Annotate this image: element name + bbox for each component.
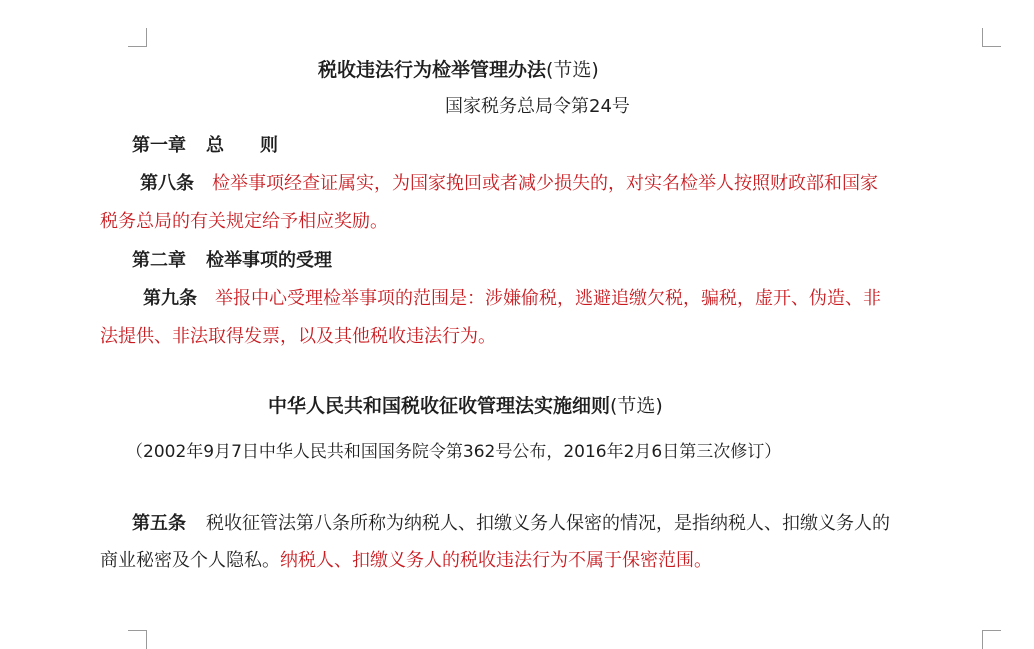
crop-mark-bottom-right [982,630,1001,649]
article9-text-1: 举报中心受理检举事项的范围是：涉嫌偷税，逃避追缴欠税，骗税，虚开、伪造、非 [215,288,881,309]
article5-line1 [132,512,890,536]
doc1-issuer: 国家税务总局令第24号 [445,96,630,117]
crop-mark-bottom-left [128,630,147,649]
doc1-title-text: 税收违法行为检举管理办法 [318,59,547,81]
doc1-chapter1-heading [132,134,278,158]
article5-text-2-black: 商业秘密及个人隐私。 [100,550,280,571]
chapter1-name-a: 总 [206,135,224,156]
crop-mark-top-right [982,28,1001,47]
doc1-title-note: (节选) [546,59,599,81]
doc2-title [268,394,663,418]
article9-line1 [143,287,881,311]
doc2-subtitle: （2002年9月7日中华人民共和国国务院令第362号公布，2016年2月6日第三次修订） [126,442,782,462]
article5-label: 第五条 [132,513,186,534]
doc2-title-note: (节选) [610,395,663,417]
article8-line1 [140,172,878,196]
chapter1-number: 第一章 [132,135,186,156]
chapter1-name-b: 则 [260,135,278,156]
article5-text-2-red: 纳税人、扣缴义务人的税收违法行为不属于保密范围。 [280,550,712,571]
doc1-chapter2-heading [132,249,332,273]
article8-label: 第八条 [140,173,194,194]
article5-text-1: 税收征管法第八条所称为纳税人、扣缴义务人保密的情况，是指纳税人、扣缴义务人的 [206,513,890,534]
chapter2-name: 检举事项的受理 [206,250,332,271]
article8-text-1: 检举事项经查证属实，为国家挽回或者减少损失的，对实名检举人按照财政部和国家 [212,173,878,194]
article9-line2: 法提供、非法取得发票，以及其他税收违法行为。 [100,326,496,347]
article8-line2: 税务总局的有关规定给予相应奖励。 [100,211,388,232]
article5-line2 [100,549,712,573]
article9-label: 第九条 [143,288,197,309]
chapter2-number: 第二章 [132,250,186,271]
doc2-title-text: 中华人民共和国税收征收管理法实施细则 [268,395,611,417]
crop-mark-top-left [128,28,147,47]
doc1-title [318,58,599,82]
